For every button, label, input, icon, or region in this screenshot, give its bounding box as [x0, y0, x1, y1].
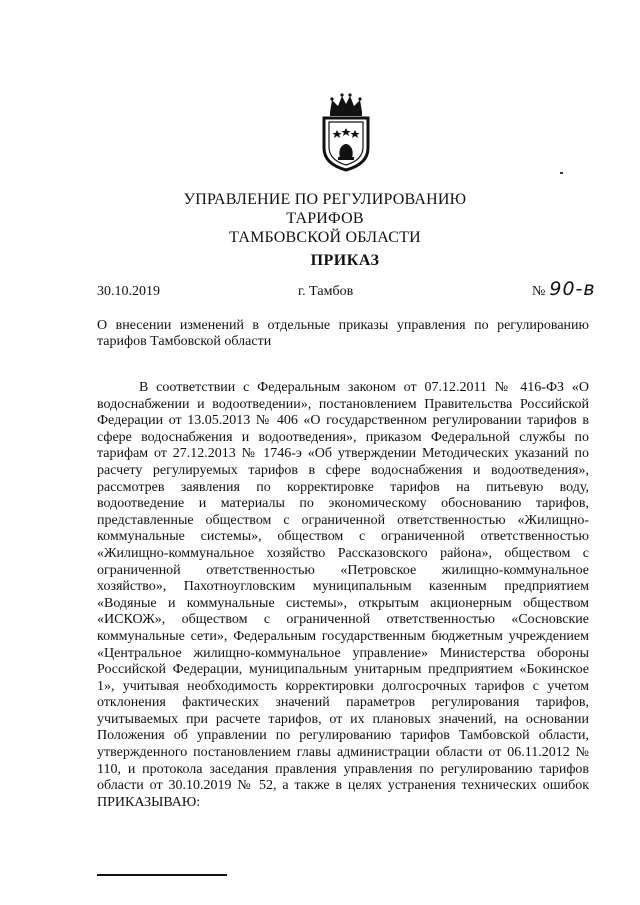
document-type: ПРИКАЗ — [310, 252, 380, 269]
number-sign: № — [532, 284, 546, 299]
document-city: г. Тамбов — [298, 284, 354, 299]
organization-name-line1: УПРАВЛЕНИЕ ПО РЕГУЛИРОВАНИЮ ТАРИФОВ — [183, 191, 467, 227]
tambov-coat-of-arms-icon — [316, 92, 376, 172]
document-body: В соответствии с Федеральным законом от 07.12.2011 № 416-ФЗ «О водоснабжении и водоотведении», постановлением Правительства Российской Федерации от 13.05.2013 № 406 «О государственном регулировании тарифов в сфере водоснабжения и водоотведения», приказом Федеральной службы по тарифам от 27.12.2013 № 1746-э «Об утверждении Методических указаний по расчету регулируемых тарифов в сфере водоснабжения и водоотведения», рассмотрев заявления по корректировке тарифов на питьевую воду, водоотведение и материалы по экономическому обоснованию тарифов, представленные обществом с ограниченной ответственностью «Жилищно-коммунальные системы», обществом с ограниченной ответственностью «Жилищно-коммунальное хозяйство Рассказовского района», обществом с ограниченной ответственностью «Петровское жилищно-коммунальное хозяйство», Пахотноугловским муниципальным казенным предприятием «Водяные и коммунальные системы», открытым акционерным обществом «ИСКОЖ», обществом с ограниченной ответственностью «Сосновские коммунальные сети», Федеральным государственным бюджетным учреждением «Центральное жилищно-коммунальное управление» Министерства обороны Российской Федерации, муниципальным унитарным предприятием «Бокинское 1», учитывая необходимость корректировки долгосрочных тарифов с учетом отклонения фактических значений параметров регулирования тарифов, учитываемых при расчете тарифов, от их плановых значений, на основании Положения об управлении по регулированию тарифов Тамбовской области, утвержденного постановлением главы администрации области от 06.11.2012 № 110, и протокола заседания правления управления по регулированию тарифов области от 30.10.2019 № 52, а также в целях устранения технических ошибок ПРИКАЗЫВАЮ: — [97, 380, 589, 810]
organization-name — [160, 190, 490, 247]
footer-divider — [97, 874, 227, 876]
document-date: 30.10.2019 — [97, 284, 160, 299]
scan-speck — [560, 172, 563, 174]
handwritten-number: 90-в — [549, 278, 596, 300]
document-number — [532, 278, 596, 300]
organization-name-line2: ТАМБОВСКОЙ ОБЛАСТИ — [229, 229, 421, 246]
document-subject: О внесении изменений в отдельные приказы управления по регулированию тарифов Тамбовской области — [97, 318, 589, 349]
